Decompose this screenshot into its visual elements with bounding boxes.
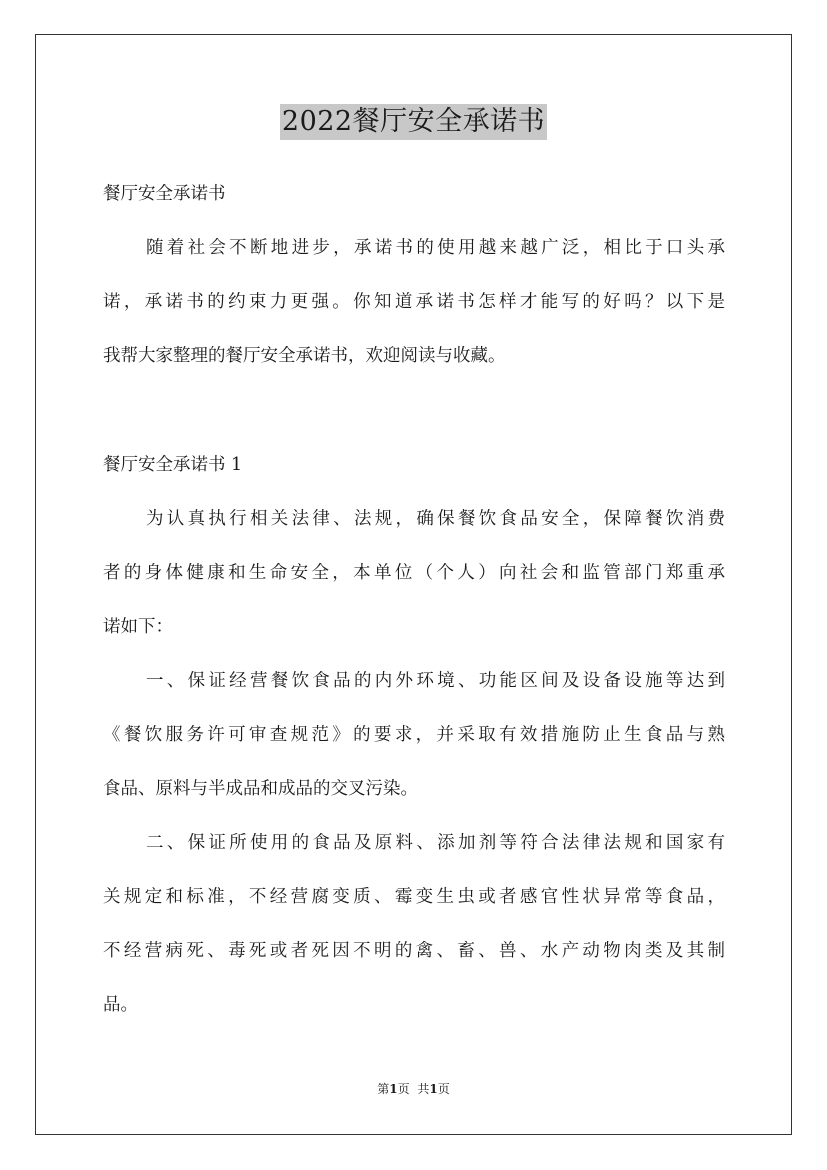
paragraph-line: 不经营病死、毒死或者死因不明的禽、畜、兽、水产动物肉类及其制 [103,941,725,961]
section-heading: 餐厅安全承诺书 [103,184,226,204]
page-footer [0,1081,827,1097]
intro-line: 我帮大家整理的餐厅安全承诺书，欢迎阅读与收藏。 [103,346,506,366]
intro-line: 随着社会不断地进步，承诺书的使用越来越广泛，相比于口头承 [146,238,725,258]
paragraph-line: 二、保证所使用的食品及原料、添加剂等符合法律法规和国家有 [146,833,725,853]
paragraph-line: 一、保证经营餐饮食品的内外环境、功能区间及设备设施等达到 [146,671,725,691]
document-title: 2022餐厅安全承诺书 [280,104,547,140]
paragraph-line: 食品、原料与半成品和成品的交叉污染。 [103,779,418,799]
paragraph-line: 为认真执行相关法律、法规，确保餐饮食品安全，保障餐饮消费 [146,509,725,529]
footer-total-prefix: 共 [417,1082,430,1096]
intro-line: 诺，承诺书的约束力更强。你知道承诺书怎样才能写的好吗？以下是 [103,292,725,312]
title-container [0,104,827,140]
footer-total-number: 1 [429,1082,438,1096]
footer-page-prefix: 第 [377,1082,390,1096]
paragraph-line: 关规定和标准，不经营腐变质、霉变生虫或者感官性状异常等食品， [103,887,725,907]
paragraph-line: 者的身体健康和生命安全，本单位（个人）向社会和监管部门郑重承 [103,563,725,583]
footer-page-number: 1 [389,1082,398,1096]
footer-page-suffix: 页 [397,1082,410,1096]
section-heading: 餐厅安全承诺书 1 [103,455,243,475]
footer-total-suffix: 页 [437,1082,450,1096]
paragraph-line: 《餐饮服务许可审查规范》的要求，并采取有效措施防止生食品与熟 [103,725,725,745]
paragraph-line: 诺如下： [103,617,173,637]
paragraph-line: 品。 [103,995,138,1015]
